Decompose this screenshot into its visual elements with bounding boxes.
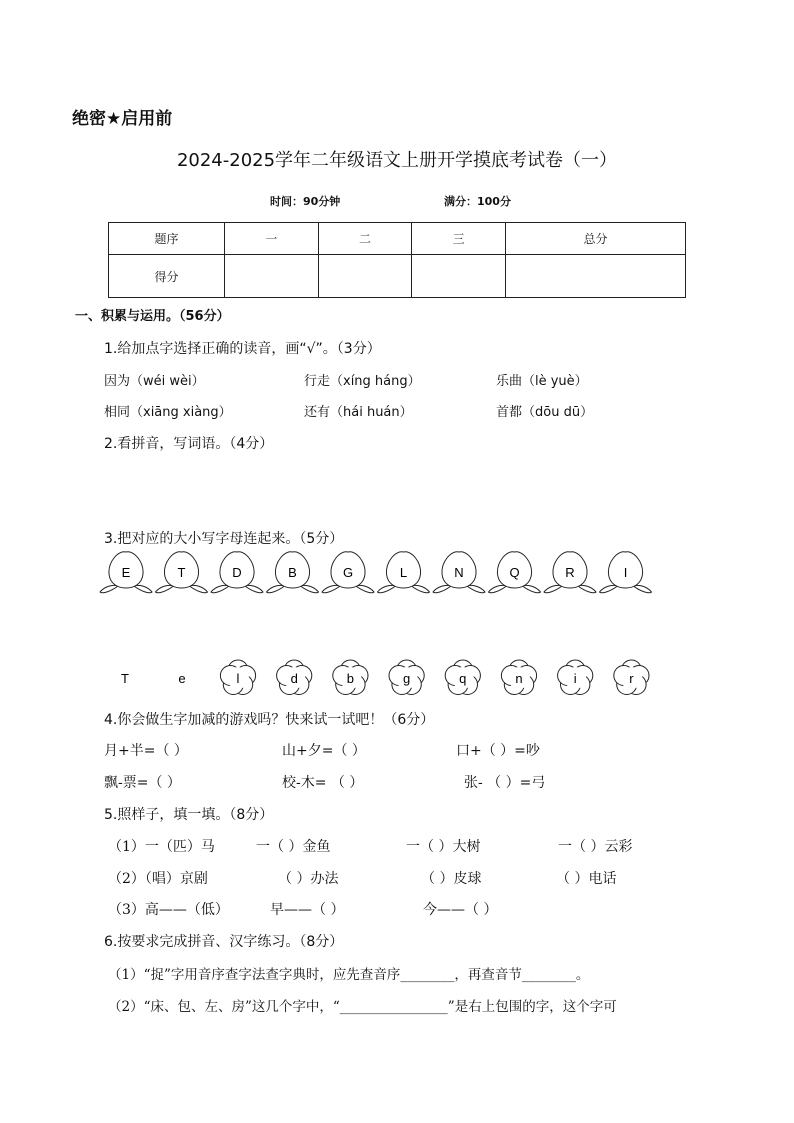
leaf-shape bbox=[433, 585, 451, 592]
lowercase-letter: d bbox=[290, 671, 298, 686]
uppercase-letter: E bbox=[121, 565, 131, 580]
exam-time: 时间：90分钟 bbox=[270, 195, 341, 208]
uppercase-letter: I bbox=[623, 565, 628, 580]
q5-item[interactable]: （ ）电话 bbox=[556, 871, 617, 887]
q1-item[interactable]: 还有（hái huán） bbox=[304, 405, 413, 420]
peach-letter[interactable] bbox=[600, 552, 652, 593]
uppercase-letter: L bbox=[399, 565, 408, 580]
lowercase-letter: b bbox=[346, 671, 355, 686]
leaf-shape bbox=[156, 585, 174, 592]
q5-item[interactable]: 一（ ）金鱼 bbox=[256, 839, 331, 855]
peach-letter[interactable] bbox=[378, 552, 430, 593]
q6-line-2[interactable]: （2）“床、包、左、房”这几个字中，“________________”是右上包围的字，这个字可 bbox=[108, 999, 617, 1015]
q5-example: （2）（唱）京剧 bbox=[108, 871, 208, 887]
exam-full-score: 满分：100分 bbox=[444, 195, 511, 208]
question-1-title: 1.给加点字选择正确的读音，画“√”。（3分） bbox=[104, 341, 381, 357]
lowercase-letter: g bbox=[402, 671, 411, 686]
leaf-shape bbox=[267, 585, 285, 592]
lowercase-letter: n bbox=[515, 671, 523, 686]
leaf-shape bbox=[134, 585, 152, 592]
question-3-title: 3.把对应的大小写字母连起来。（5分） bbox=[104, 531, 344, 547]
flower-letter[interactable] bbox=[389, 660, 424, 695]
q5-item[interactable]: 今——（ ） bbox=[423, 902, 498, 918]
lowercase-letter[interactable]: T bbox=[121, 671, 129, 686]
flower-letter[interactable] bbox=[220, 660, 255, 695]
score-cell[interactable] bbox=[318, 255, 412, 298]
uppercase-letter: B bbox=[288, 565, 297, 580]
peach-letter[interactable] bbox=[211, 552, 263, 593]
letter-matching-figure bbox=[0, 540, 794, 700]
score-table-header: 一 bbox=[225, 223, 319, 255]
q1-item[interactable]: 行走（xíng háng） bbox=[304, 374, 421, 389]
score-row-label: 得分 bbox=[109, 255, 225, 298]
leaf-shape bbox=[489, 585, 507, 592]
flower-letter[interactable] bbox=[614, 660, 649, 695]
leaf-shape bbox=[634, 585, 652, 592]
q5-item[interactable]: （ ）办法 bbox=[278, 871, 339, 887]
q6-line-1[interactable]: （1）“捉”字用音序查字法查字典时，应先查音序________，再查音节________。 bbox=[108, 967, 590, 983]
uppercase-letter: D bbox=[232, 565, 242, 580]
score-table bbox=[108, 222, 686, 298]
leaf-shape bbox=[523, 585, 541, 592]
peach-letter[interactable] bbox=[433, 552, 485, 593]
question-6-title: 6.按要求完成拼音、汉字练习。（8分） bbox=[104, 934, 344, 950]
question-2-title: 2.看拼音，写词语。（4分） bbox=[104, 436, 274, 452]
score-table-score-row bbox=[109, 255, 686, 298]
q5-item[interactable]: 早——（ ） bbox=[270, 902, 345, 918]
score-table-header: 总分 bbox=[505, 223, 685, 255]
q5-example: （3）高——（低） bbox=[108, 902, 229, 918]
q4-item[interactable]: 飘-票=（ ） bbox=[104, 775, 181, 791]
peach-letter[interactable] bbox=[322, 552, 374, 593]
peach-letter[interactable] bbox=[100, 552, 152, 593]
leaf-shape bbox=[412, 585, 430, 592]
flower-letter[interactable] bbox=[558, 660, 593, 695]
exam-title: 2024-2025学年二年级语文上册开学摸底考试卷（一） bbox=[176, 150, 618, 171]
leaf-shape bbox=[322, 585, 340, 592]
q4-item[interactable]: 张- （ ）=弓 bbox=[464, 775, 546, 791]
leaf-shape bbox=[356, 585, 374, 592]
score-table-header: 二 bbox=[318, 223, 412, 255]
lowercase-letter: l bbox=[236, 671, 240, 686]
q1-item[interactable]: 首都（dōu dū） bbox=[496, 405, 594, 420]
q5-example: （1）一（匹）马 bbox=[108, 839, 215, 855]
question-5-title: 5.照样子，填一填。（8分） bbox=[104, 807, 274, 823]
score-table-header-row bbox=[109, 223, 686, 255]
peach-letter[interactable] bbox=[489, 552, 541, 593]
score-table-header: 三 bbox=[412, 223, 506, 255]
flower-letter[interactable] bbox=[501, 660, 536, 695]
leaf-shape bbox=[190, 585, 208, 592]
q4-item[interactable]: 口+（ ）=吵 bbox=[456, 743, 540, 759]
leaf-shape bbox=[378, 585, 396, 592]
peach-letter[interactable] bbox=[156, 552, 208, 593]
q5-item[interactable]: （ ）皮球 bbox=[421, 871, 482, 887]
q4-item[interactable]: 校-木= （ ） bbox=[282, 775, 364, 791]
confidential-label: 绝密★启用前 bbox=[72, 109, 173, 129]
leaf-shape bbox=[467, 585, 485, 592]
q5-item[interactable]: 一（ ）云彩 bbox=[558, 839, 633, 855]
score-cell[interactable] bbox=[412, 255, 506, 298]
uppercase-letter: G bbox=[342, 565, 354, 580]
uppercase-letter: Q bbox=[509, 565, 520, 580]
uppercase-letter: N bbox=[454, 565, 464, 580]
section-1-title: 一、积累与运用。（56分） bbox=[75, 309, 230, 324]
leaf-shape bbox=[245, 585, 263, 592]
lowercase-letter: q bbox=[459, 671, 467, 686]
q5-item[interactable]: 一（ ）大树 bbox=[406, 839, 481, 855]
lowercase-letter[interactable]: e bbox=[178, 671, 186, 686]
leaf-shape bbox=[211, 585, 229, 592]
flower-letter[interactable] bbox=[445, 660, 480, 695]
q4-item[interactable]: 月+半=（ ） bbox=[104, 743, 188, 759]
question-4-title: 4.你会做生字加减的游戏吗？快来试一试吧！（6分） bbox=[104, 712, 435, 728]
uppercase-letter: R bbox=[565, 565, 575, 580]
peach-letter[interactable] bbox=[544, 552, 596, 593]
lowercase-letter: i bbox=[573, 671, 577, 686]
q4-item[interactable]: 山+夕=（ ） bbox=[282, 743, 366, 759]
peach-letter[interactable] bbox=[267, 552, 319, 593]
score-cell[interactable] bbox=[505, 255, 685, 298]
leaf-shape bbox=[600, 585, 618, 592]
flower-letter[interactable] bbox=[333, 660, 368, 695]
q1-item[interactable]: 因为（wéi wèi） bbox=[104, 374, 205, 389]
score-table-header: 题序 bbox=[109, 223, 225, 255]
flower-letter[interactable] bbox=[277, 660, 312, 695]
leaf-shape bbox=[301, 585, 319, 592]
lowercase-letter: r bbox=[629, 671, 634, 686]
score-cell[interactable] bbox=[225, 255, 319, 298]
leaf-shape bbox=[100, 585, 118, 592]
leaf-shape bbox=[544, 585, 562, 592]
uppercase-letter: T bbox=[177, 565, 186, 580]
q1-item[interactable]: 乐曲（lè yuè） bbox=[496, 374, 588, 389]
q1-item[interactable]: 相同（xiāng xiàng） bbox=[104, 405, 232, 420]
leaf-shape bbox=[578, 585, 596, 592]
